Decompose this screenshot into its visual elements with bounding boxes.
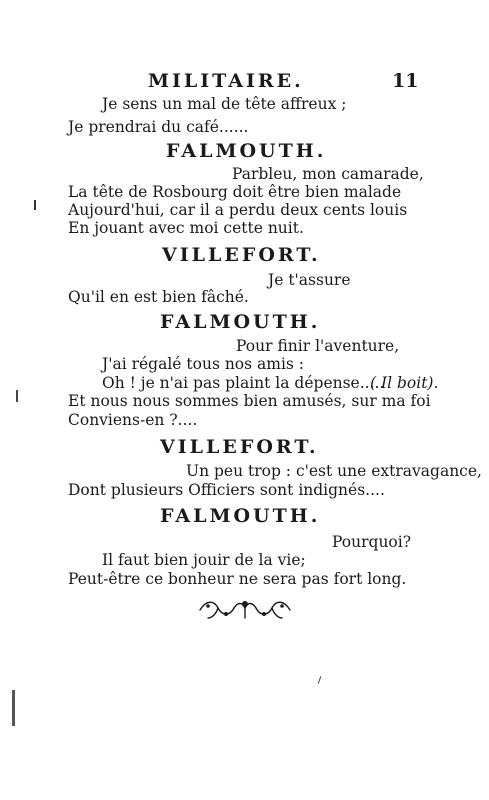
verse-line: Parbleu, mon camarade, [232,165,424,183]
verse-line: Peut-être ce bonheur ne sera pas fort long. [68,570,407,588]
verse-line: Je prendrai du café...... [68,118,249,136]
margin-mark [12,690,15,726]
verse-line: Conviens-en ?.... [68,411,198,429]
verse-line: Et nous nous sommes bien amusés, sur ma foi [68,392,431,410]
speaker-name: FALMOUTH. [166,140,327,162]
verse-line: Pour finir l'aventure, [236,337,400,355]
verse-line: Dont plusieurs Officiers sont indignés.... [68,481,385,499]
speaker-name: FALMOUTH. [160,505,321,527]
verse-line: Pourquoi? [332,533,412,551]
speaker-name: VILLEFORT. [162,244,321,266]
running-title: MILITAIRE. [148,70,304,92]
verse-line: J'ai régalé tous nos amis : [102,355,305,373]
verse-line: Je t'assure [268,271,351,289]
page-number: 11 [392,70,419,92]
margin-mark [318,676,322,684]
verse-line: Oh ! je n'ai pas plaint la dépense..... [102,374,385,392]
stage-direction: ( Il boit). [370,374,439,392]
verse-line: Aujourd'hui, car il a perdu deux cents louis [68,201,408,219]
verse-line: Il faut bien jouir de la vie; [102,551,306,569]
verse-line: La tête de Rosbourg doit être bien malade [68,183,402,201]
floral-ornament [196,596,294,622]
verse-line: Je sens un mal de tête affreux ; [102,95,347,113]
speaker-name: FALMOUTH. [160,311,321,333]
margin-mark [16,390,18,402]
verse-line: Un peu trop : c'est une extravagance, [186,462,482,480]
speaker-name: VILLEFORT. [160,436,319,458]
margin-mark [34,200,36,210]
verse-line: En jouant avec moi cette nuit. [68,219,304,237]
verse-line: Qu'il en est bien fâché. [68,288,249,306]
